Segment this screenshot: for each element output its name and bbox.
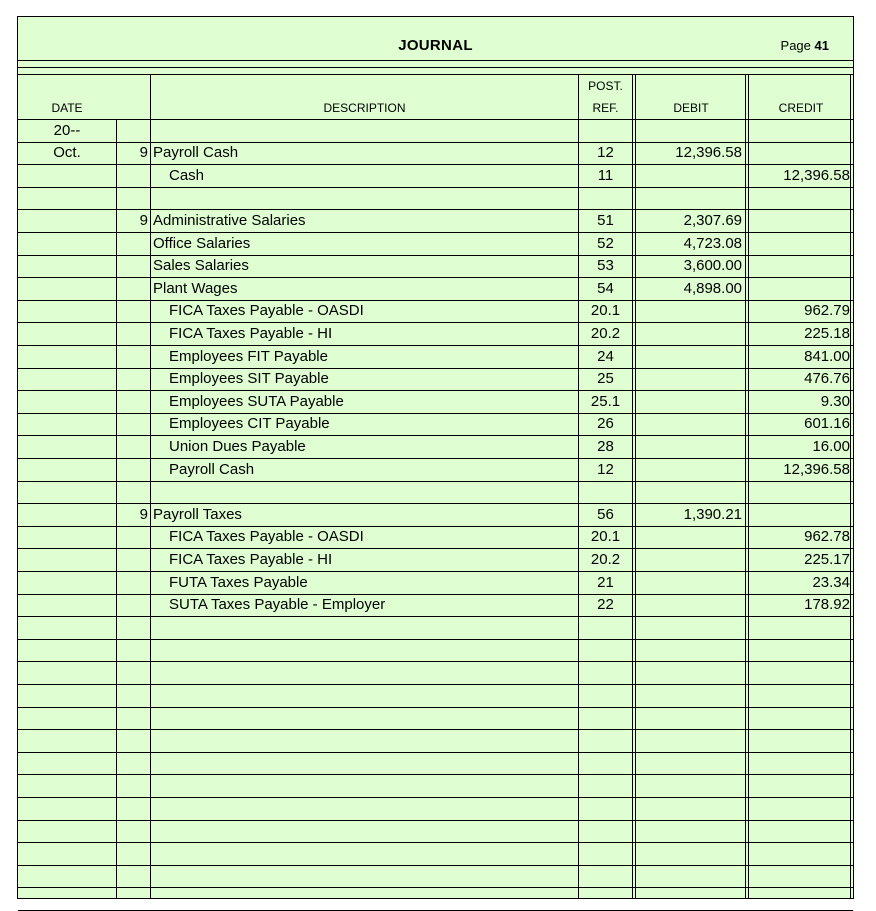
post-ref-cell: 24 bbox=[597, 347, 614, 365]
credit-cell bbox=[749, 707, 850, 729]
description-cell bbox=[153, 481, 573, 503]
credit-cell: 962.79 bbox=[804, 302, 850, 320]
debit-cell bbox=[636, 572, 742, 594]
credit-cell bbox=[749, 798, 850, 820]
post-ref-header-line1: POST. bbox=[588, 79, 623, 93]
credit-cell bbox=[749, 888, 850, 910]
date-month-cell bbox=[18, 685, 116, 707]
description-header: DESCRIPTION bbox=[323, 101, 406, 115]
description-cell bbox=[153, 120, 573, 142]
debit-cell bbox=[636, 481, 742, 503]
date-day-cell bbox=[117, 391, 148, 413]
debit-cell bbox=[636, 165, 742, 187]
post-ref-cell bbox=[579, 798, 632, 820]
date-month-cell bbox=[18, 594, 116, 616]
date-day-cell bbox=[117, 233, 148, 255]
post-ref-cell: 25.1 bbox=[590, 392, 621, 410]
credit-cell: 9.30 bbox=[820, 392, 850, 410]
description-cell: FICA Taxes Payable - HI bbox=[169, 324, 333, 342]
credit-cell bbox=[749, 210, 850, 232]
credit-cell: 841.00 bbox=[804, 347, 850, 365]
journal-sheet bbox=[17, 16, 854, 899]
credit-cell bbox=[749, 752, 850, 774]
date-month-cell bbox=[18, 300, 116, 322]
debit-cell bbox=[636, 346, 742, 368]
date-day-cell bbox=[117, 617, 148, 639]
date-month-cell bbox=[18, 278, 116, 300]
description-cell: FICA Taxes Payable - OASDI bbox=[169, 302, 364, 320]
credit-header: CREDIT bbox=[778, 101, 824, 115]
date-month-cell bbox=[18, 391, 116, 413]
post-ref-cell: 20.2 bbox=[590, 324, 621, 342]
post-ref-cell: 12 bbox=[597, 460, 614, 478]
debit-cell: 12,396.58 bbox=[675, 144, 742, 162]
description-cell bbox=[153, 865, 573, 887]
description-cell bbox=[153, 730, 573, 752]
post-ref-cell: 28 bbox=[597, 437, 614, 455]
date-month-cell bbox=[18, 549, 116, 571]
date-month-cell bbox=[18, 187, 116, 209]
debit-cell bbox=[636, 843, 742, 865]
date-day-cell bbox=[117, 639, 148, 661]
debit-cell bbox=[636, 594, 742, 616]
date-day-cell: 9 bbox=[139, 211, 148, 229]
header-rule-top bbox=[18, 74, 853, 75]
date-month-cell bbox=[18, 707, 116, 729]
debit-cell bbox=[636, 798, 742, 820]
description-cell bbox=[153, 187, 573, 209]
post-ref-cell bbox=[579, 481, 632, 503]
date-month-cell bbox=[18, 617, 116, 639]
date-day-cell bbox=[117, 549, 148, 571]
date-day-cell bbox=[117, 572, 148, 594]
debit-cell bbox=[636, 368, 742, 390]
credit-cell: 12,396.58 bbox=[783, 460, 850, 478]
description-cell bbox=[153, 685, 573, 707]
date-month-cell bbox=[18, 820, 116, 842]
description-cell: Employees CIT Payable bbox=[169, 415, 330, 433]
post-ref-cell: 21 bbox=[597, 573, 614, 591]
date-day-cell bbox=[117, 278, 148, 300]
description-cell bbox=[153, 617, 573, 639]
description-cell: SUTA Taxes Payable - Employer bbox=[169, 596, 386, 614]
date-month-cell bbox=[18, 504, 116, 526]
credit-cell bbox=[749, 187, 850, 209]
description-cell bbox=[153, 707, 573, 729]
date-day-cell bbox=[117, 888, 148, 910]
credit-cell bbox=[749, 504, 850, 526]
post-ref-cell bbox=[579, 843, 632, 865]
post-ref-cell: 12 bbox=[597, 144, 614, 162]
date-month-cell bbox=[18, 798, 116, 820]
description-cell: FUTA Taxes Payable bbox=[169, 573, 308, 591]
description-cell: Payroll Taxes bbox=[153, 505, 242, 523]
credit-cell bbox=[749, 685, 850, 707]
credit-cell bbox=[749, 730, 850, 752]
debit-cell: 1,390.21 bbox=[683, 505, 742, 523]
date-day-cell bbox=[117, 323, 148, 345]
debit-cell bbox=[636, 526, 742, 548]
date-month-cell bbox=[18, 413, 116, 435]
date-month-cell bbox=[18, 888, 116, 910]
date-day-cell bbox=[117, 594, 148, 616]
date-month-cell bbox=[18, 662, 116, 684]
credit-cell: 962.78 bbox=[804, 528, 850, 546]
description-cell: Administrative Salaries bbox=[153, 211, 306, 229]
date-day-cell bbox=[117, 436, 148, 458]
description-cell: FICA Taxes Payable - HI bbox=[169, 550, 333, 568]
debit-cell bbox=[636, 459, 742, 481]
date-day-cell bbox=[117, 707, 148, 729]
date-header: DATE bbox=[51, 101, 83, 115]
date-month-cell: 20-- bbox=[53, 121, 81, 139]
post-ref-cell: 20.2 bbox=[590, 550, 621, 568]
debit-cell bbox=[636, 187, 742, 209]
post-ref-cell: 20.1 bbox=[590, 302, 621, 320]
date-month-cell bbox=[18, 436, 116, 458]
post-ref-header-line2: REF. bbox=[592, 101, 619, 115]
date-day-cell bbox=[117, 752, 148, 774]
debit-header: DEBIT bbox=[673, 101, 709, 115]
debit-cell bbox=[636, 639, 742, 661]
date-month-cell: Oct. bbox=[53, 144, 81, 162]
date-month-cell bbox=[18, 865, 116, 887]
post-ref-cell: 25 bbox=[597, 370, 614, 388]
debit-cell bbox=[636, 865, 742, 887]
credit-cell bbox=[749, 233, 850, 255]
date-month-cell bbox=[18, 730, 116, 752]
post-ref-cell: 22 bbox=[597, 596, 614, 614]
date-day-cell bbox=[117, 300, 148, 322]
date-day-cell bbox=[117, 662, 148, 684]
date-month-cell bbox=[18, 775, 116, 797]
page-indicator bbox=[781, 38, 829, 53]
credit-cell bbox=[749, 820, 850, 842]
post-ref-cell bbox=[579, 662, 632, 684]
date-day-cell bbox=[117, 413, 148, 435]
date-day-cell bbox=[117, 368, 148, 390]
date-month-cell bbox=[18, 526, 116, 548]
date-day-cell bbox=[117, 187, 148, 209]
debit-cell: 4,723.08 bbox=[683, 234, 742, 252]
post-ref-cell: 20.1 bbox=[590, 528, 621, 546]
credit-cell: 178.92 bbox=[804, 596, 850, 614]
date-day-cell bbox=[117, 820, 148, 842]
post-ref-cell bbox=[579, 187, 632, 209]
description-cell: Sales Salaries bbox=[153, 257, 249, 275]
date-day-cell bbox=[117, 865, 148, 887]
credit-cell: 23.34 bbox=[812, 573, 850, 591]
description-cell: Office Salaries bbox=[153, 234, 251, 252]
credit-cell bbox=[749, 278, 850, 300]
debit-cell bbox=[636, 436, 742, 458]
description-cell bbox=[153, 662, 573, 684]
post-ref-cell: 51 bbox=[597, 211, 614, 229]
date-day-cell bbox=[117, 165, 148, 187]
date-month-cell bbox=[18, 165, 116, 187]
post-ref-cell bbox=[579, 685, 632, 707]
description-cell bbox=[153, 775, 573, 797]
debit-cell bbox=[636, 617, 742, 639]
description-cell: Cash bbox=[169, 166, 205, 184]
date-day-cell bbox=[117, 775, 148, 797]
debit-cell bbox=[636, 549, 742, 571]
date-month-cell bbox=[18, 368, 116, 390]
page-label: Page bbox=[780, 38, 811, 53]
description-cell bbox=[153, 798, 573, 820]
date-month-cell bbox=[18, 481, 116, 503]
post-ref-cell: 56 bbox=[597, 505, 614, 523]
post-ref-cell: 26 bbox=[597, 415, 614, 433]
debit-cell bbox=[636, 120, 742, 142]
date-month-cell bbox=[18, 255, 116, 277]
description-cell bbox=[153, 843, 573, 865]
date-day-cell bbox=[117, 255, 148, 277]
credit-cell bbox=[749, 617, 850, 639]
date-day-cell bbox=[117, 685, 148, 707]
credit-cell bbox=[749, 775, 850, 797]
date-month-cell bbox=[18, 843, 116, 865]
date-month-cell bbox=[18, 210, 116, 232]
credit-cell bbox=[749, 865, 850, 887]
credit-cell bbox=[749, 639, 850, 661]
date-day-cell bbox=[117, 346, 148, 368]
debit-cell bbox=[636, 752, 742, 774]
credit-cell: 16.00 bbox=[812, 437, 850, 455]
debit-cell: 4,898.00 bbox=[683, 279, 742, 297]
date-day-cell bbox=[117, 843, 148, 865]
post-ref-cell: 53 bbox=[597, 257, 614, 275]
description-cell: Employees SUTA Payable bbox=[169, 392, 344, 410]
debit-cell bbox=[636, 775, 742, 797]
title-rule-top bbox=[18, 60, 853, 61]
description-cell bbox=[153, 888, 573, 910]
journal-title: JOURNAL bbox=[398, 37, 473, 54]
credit-cell bbox=[749, 120, 850, 142]
debit-cell bbox=[636, 300, 742, 322]
post-ref-cell bbox=[579, 617, 632, 639]
post-ref-cell bbox=[579, 730, 632, 752]
debit-cell bbox=[636, 391, 742, 413]
credit-cell bbox=[749, 481, 850, 503]
description-cell: Employees SIT Payable bbox=[169, 370, 329, 388]
date-day-cell bbox=[117, 481, 148, 503]
debit-cell bbox=[636, 413, 742, 435]
date-day-cell bbox=[117, 459, 148, 481]
credit-cell: 12,396.58 bbox=[783, 166, 850, 184]
post-ref-cell bbox=[579, 752, 632, 774]
description-cell: FICA Taxes Payable - OASDI bbox=[169, 528, 364, 546]
date-month-cell bbox=[18, 752, 116, 774]
date-month-cell bbox=[18, 459, 116, 481]
debit-cell bbox=[636, 888, 742, 910]
post-ref-cell: 11 bbox=[597, 166, 614, 184]
post-ref-cell bbox=[579, 639, 632, 661]
credit-cell bbox=[749, 255, 850, 277]
date-month-cell bbox=[18, 639, 116, 661]
post-ref-cell bbox=[579, 775, 632, 797]
description-cell: Union Dues Payable bbox=[169, 437, 306, 455]
description-cell: Plant Wages bbox=[153, 279, 238, 297]
description-cell: Payroll Cash bbox=[169, 460, 255, 478]
post-ref-cell bbox=[579, 120, 632, 142]
debit-cell bbox=[636, 323, 742, 345]
debit-cell: 2,307.69 bbox=[683, 211, 742, 229]
post-ref-cell bbox=[579, 888, 632, 910]
date-month-cell bbox=[18, 323, 116, 345]
credit-cell: 225.17 bbox=[804, 550, 850, 568]
date-day-cell bbox=[117, 798, 148, 820]
date-day-cell bbox=[117, 526, 148, 548]
description-cell: Payroll Cash bbox=[153, 144, 239, 162]
post-ref-cell: 54 bbox=[597, 279, 614, 297]
date-day-cell bbox=[117, 120, 148, 142]
credit-cell bbox=[749, 662, 850, 684]
debit-cell bbox=[636, 820, 742, 842]
credit-cell bbox=[749, 843, 850, 865]
date-day-cell: 9 bbox=[139, 144, 148, 162]
date-month-cell bbox=[18, 346, 116, 368]
date-month-cell bbox=[18, 572, 116, 594]
description-cell: Employees FIT Payable bbox=[169, 347, 328, 365]
post-ref-cell bbox=[579, 865, 632, 887]
credit-cell bbox=[749, 142, 850, 164]
credit-cell: 225.18 bbox=[804, 324, 850, 342]
post-ref-cell bbox=[579, 707, 632, 729]
description-cell bbox=[153, 820, 573, 842]
post-ref-cell bbox=[579, 820, 632, 842]
debit-cell bbox=[636, 662, 742, 684]
page-number: 41 bbox=[814, 38, 829, 53]
credit-cell: 601.16 bbox=[804, 415, 850, 433]
debit-cell bbox=[636, 730, 742, 752]
journal-title-row bbox=[18, 17, 853, 60]
date-day-cell: 9 bbox=[139, 505, 148, 523]
credit-cell: 476.76 bbox=[804, 370, 850, 388]
description-cell bbox=[153, 752, 573, 774]
debit-cell bbox=[636, 707, 742, 729]
date-day-cell bbox=[117, 730, 148, 752]
debit-cell bbox=[636, 685, 742, 707]
description-cell bbox=[153, 639, 573, 661]
post-ref-cell: 52 bbox=[597, 234, 614, 252]
debit-cell: 3,600.00 bbox=[683, 257, 742, 275]
date-month-cell bbox=[18, 233, 116, 255]
title-rule-bottom bbox=[18, 67, 853, 68]
